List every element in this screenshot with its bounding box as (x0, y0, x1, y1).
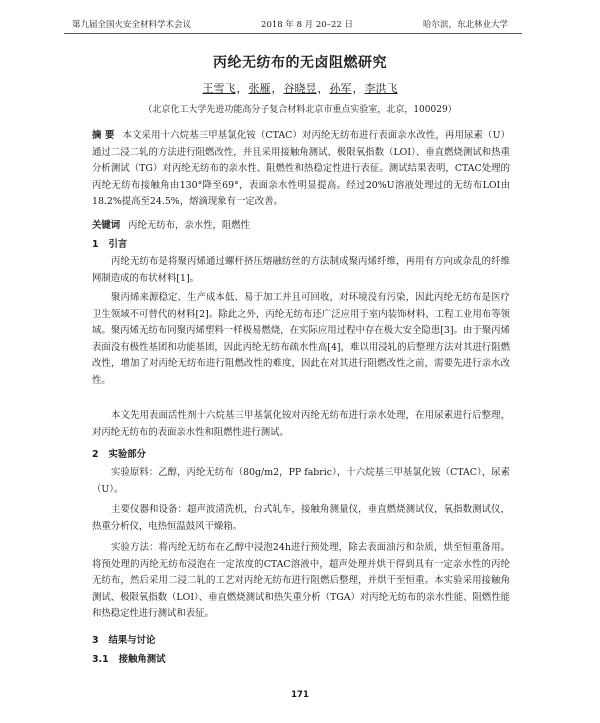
experimental-paragraph-3: 实验方法：将丙纶无纺布在乙醇中浸泡24h进行预处理，除去表面油污和杂质，烘至恒重备用。将预处理的丙纶无纺布浸泡在一定浓度的CTAC溶液中，超声处理并烘干得到具有一定亲水性的丙纶无纺布，然后采用二浸二轧的工艺对丙纶无纺布进行阻燃后整理，并烘干至恒重。本实验采用接触角测试、极限氧指数（LOI）、垂直燃烧测试和热失重分析（TGA）对丙纶无纺布的亲水性能、阻燃性能和热稳定性进行测试和表征。 (92, 542, 510, 619)
section-heading-experimental (92, 446, 146, 460)
section-number: 3 (92, 635, 99, 646)
intro-paragraph-2: 聚丙烯来源稳定、生产成本低、易于加工并且可回收，对环境没有污染，因此丙纶无纺布是医疗卫生领域不可替代的材料[2]。除此之外，丙纶无纺布还广泛应用于室内装饰材料、工程工业用布等领域。聚丙烯无纺布同聚丙烯塑料一样极易燃烧，在实际应用过程中存在极大安全隐患[3]。由于聚丙烯表面没有极性基团和功能基团，因此丙纶无纺布疏水性高[4]，难以用浸轧的后整理方法对其进行阻燃改性，增加了对丙纶无纺布进行阻燃改性的难度，因此在对其进行阻燃改性之前，需要先进行亲水改性。 (92, 292, 510, 386)
section-title: 实验部分 (108, 449, 147, 460)
experimental-paragraph-2: 主要仪器和设备：超声波清洗机，台式轧车，接触角测量仪，垂直燃烧测试仪，氧指数测试仪，热重分析仪，电热恒温鼓风干燥箱。 (92, 504, 510, 532)
paper-title: 丙纶无纺布的无卤阻燃研究 (213, 55, 387, 71)
subsection-number: 3.1 (92, 654, 109, 665)
section-heading-intro (92, 236, 127, 250)
section-number: 1 (92, 239, 99, 250)
header-venue: 哈尔滨，东北林业大学 (422, 20, 508, 30)
subsection-title: 接触角测试 (118, 654, 166, 665)
section-title: 结果与讨论 (108, 635, 156, 646)
section-title: 引言 (108, 239, 128, 250)
author-2: 张雁 (248, 82, 271, 95)
keywords-label: 关键词 (92, 220, 121, 231)
author-1: 王雪飞 (202, 82, 236, 95)
affiliation: （北京化工大学先进功能高分子复合材料北京市重点实验室，北京，100029） (143, 105, 457, 115)
keywords-text: 丙纶无纺布，亲水性，阻燃性 (128, 220, 251, 231)
page-number: 171 (291, 690, 309, 700)
keywords (92, 218, 510, 234)
author-5: 李洪飞 (364, 82, 398, 95)
author-4: 孙军 (329, 82, 352, 95)
subsection-heading-contact-angle (92, 651, 166, 665)
header-date: 2018 年 8 月 20–22 日 (261, 20, 353, 30)
author-3: 谷晓昱 (283, 82, 317, 95)
abstract (92, 128, 510, 211)
section-number: 2 (92, 449, 99, 460)
running-header (72, 18, 508, 32)
header-conference: 第九届全国火安全材料学术会议 (72, 20, 192, 30)
abstract-text: 本文采用十六烷基三甲基氯化铵（CTAC）对丙纶无纺布进行表面亲水改性，再用尿素（U）通过二浸二轧的方法进行阻燃改性，并且采用接触角测试、极限氧指数（LOI）、垂直燃烧测试和热重分析测试（TG）对丙纶无纺布的亲水性、阻燃性和热稳定性进行表征。测试结果表明，CTAC处理的丙纶无纺布接触角由130°降至69°，表面亲水性明显提高。经过20%U溶液处理过的无纺布LOI由18.2%提高至24.5%，熔滴现象有一定改善。 (92, 130, 510, 207)
experimental-paragraph-1: 实验原料：乙醇，丙纶无纺布（80g/m2，PP fabric），十六烷基三甲基氯化铵（CTAC），尿素（U）。 (92, 467, 510, 495)
intro-paragraph-3: 本文先用表面活性剂十六烷基三甲基氯化铵对丙纶无纺布进行亲水处理，在用尿素进行后整理，对丙纶无纺布的表面亲水性和阻燃性进行测试。 (92, 410, 510, 438)
intro-paragraph-1: 丙纶无纺布是将聚丙烯通过螺杆挤压熔融纺丝的方法制成聚丙烯纤维，再用有方向或杂乱的纤维网制造成的布状材料[1]。 (92, 256, 510, 284)
header-rule (64, 33, 522, 34)
author-list: 王雪飞，张雁，谷晓昱，孙军，李洪飞 (202, 82, 398, 95)
section-heading-results (92, 632, 155, 646)
abstract-label: 摘 要 (92, 130, 115, 141)
